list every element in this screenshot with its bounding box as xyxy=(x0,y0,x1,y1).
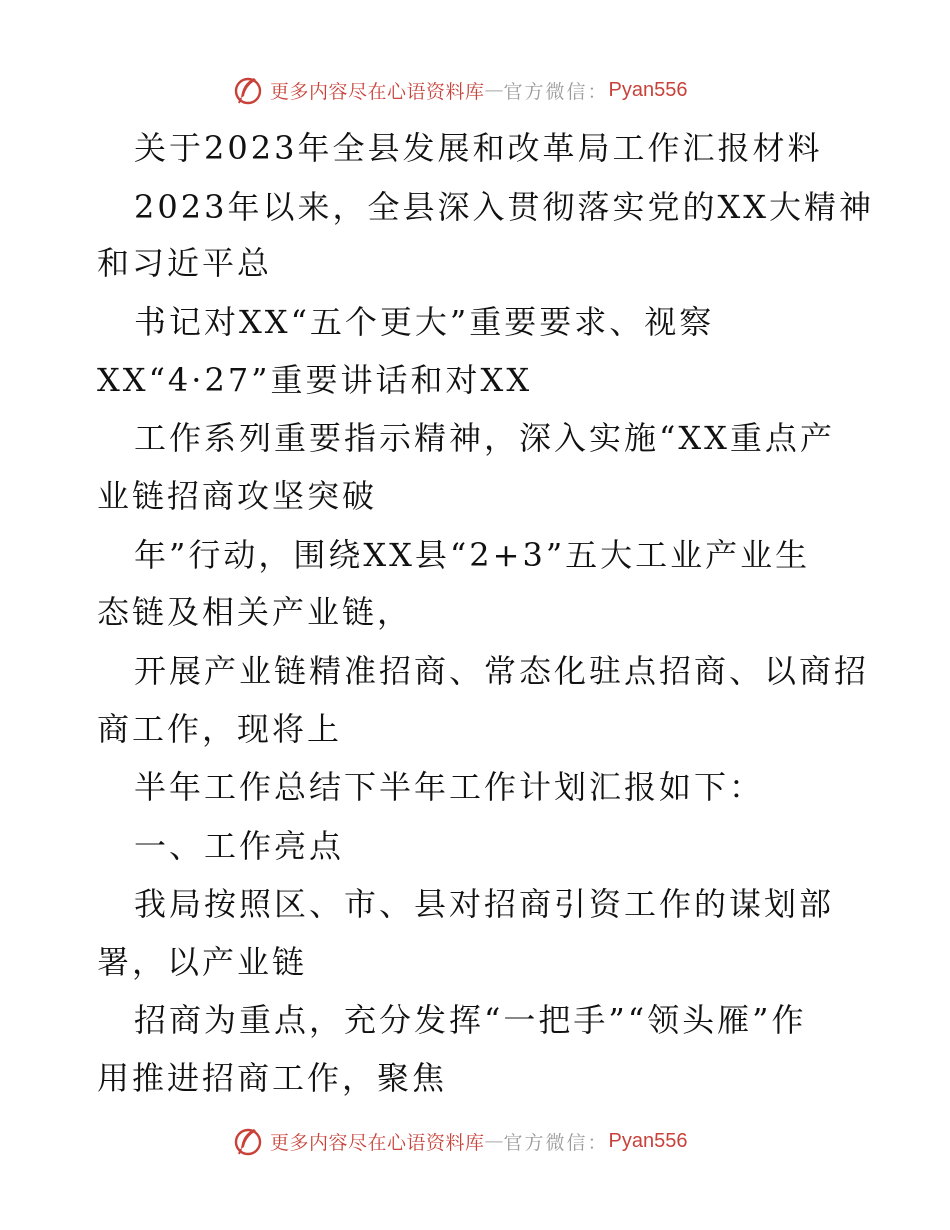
body-line: 书记对XX“五个更大”重要要求、视察 xyxy=(134,303,715,341)
section-heading: 一、工作亮点 xyxy=(134,827,345,865)
watermark-separator: — xyxy=(484,1130,504,1152)
body-line: 年”行动，围绕XX县“2+3”五大工业产业生 xyxy=(134,536,811,574)
body-line: 商工作，现将上 xyxy=(97,710,343,748)
watermark-wechat-id: Pyan556 xyxy=(608,78,688,101)
quill-pen-logo-icon xyxy=(232,74,264,106)
document-title: 关于2023年全县发展和改革局工作汇报材料 xyxy=(134,129,823,167)
watermark-separator: — xyxy=(484,79,504,101)
quill-pen-logo-icon xyxy=(232,1125,264,1157)
body-line: 我局按照区、市、县对招商引资工作的谋划部 xyxy=(134,885,835,923)
body-line: 态链及相关产业链， xyxy=(97,593,413,631)
body-line: 开展产业链精准招商、常态化驻点招商、以商招 xyxy=(134,652,870,690)
body-line: 2023年以来，全县深入贯彻落实党的XX大精神 xyxy=(134,188,875,226)
watermark-wechat-label: 官方微信： xyxy=(503,80,609,103)
body-line: 业链招商攻坚突破 xyxy=(97,477,378,515)
body-line: 半年工作总结下半年工作计划汇报如下： xyxy=(134,768,765,806)
header-watermark xyxy=(232,73,688,107)
body-line: 用推进招商工作，聚焦 xyxy=(97,1059,448,1097)
footer-watermark xyxy=(232,1124,688,1158)
body-line: 和习近平总 xyxy=(97,244,273,282)
body-line: 署，以产业链 xyxy=(97,943,308,981)
watermark-wechat-label: 官方微信： xyxy=(503,1131,609,1154)
body-line: 工作系列重要指示精神，深入实施“XX重点产 xyxy=(134,419,835,457)
watermark-text: 更多内容尽在心语资料库 xyxy=(270,80,485,103)
body-line: XX“4·27”重要讲话和对XX xyxy=(97,361,533,399)
body-line: 招商为重点，充分发挥“一把手”“领头雁”作 xyxy=(134,1001,807,1039)
watermark-text: 更多内容尽在心语资料库 xyxy=(270,1131,485,1154)
watermark-wechat-id: Pyan556 xyxy=(608,1129,688,1152)
